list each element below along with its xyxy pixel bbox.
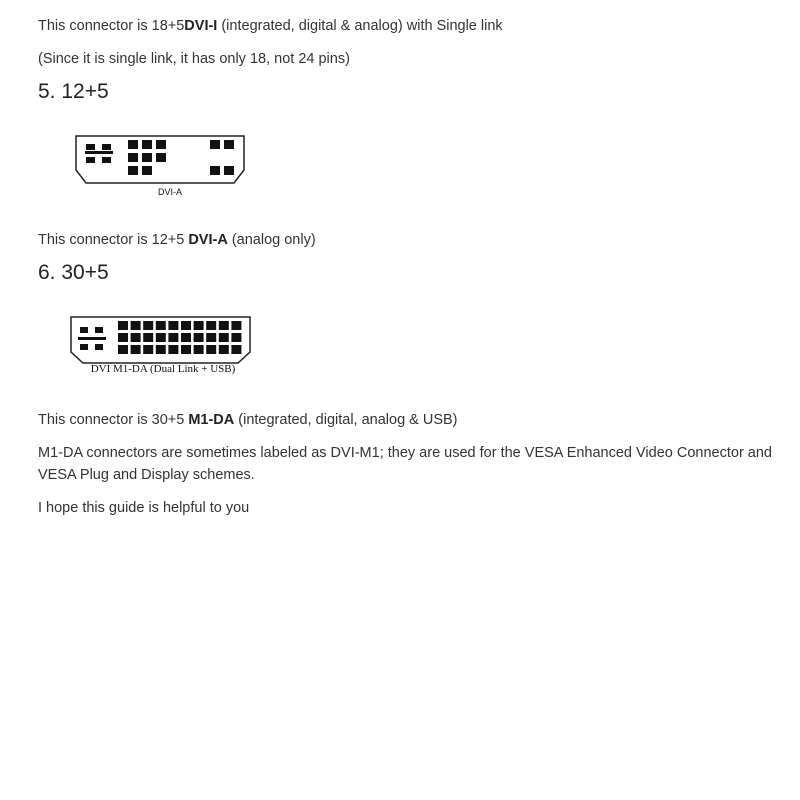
m1-da-note: M1-DA connectors are sometimes labeled as DVI-M1; they are used for the VESA Enhanced Video Connector and VESA Plug and Display schemes. (38, 445, 772, 483)
dvi-a-figure-caption: DVI-A (157, 187, 182, 197)
m1-da-description (38, 409, 458, 431)
dvi-a-term: DVI-A (188, 232, 228, 248)
dvi-a-desc-prefix: This connector is 12+5 (38, 232, 189, 248)
m1-da-heading: 6. 30+5 (38, 261, 109, 284)
m1-da-figure-caption: DVI M1-DA (Dual Link + USB) (90, 363, 236, 375)
dvi-a-heading: 5. 12+5 (38, 80, 109, 103)
m1-da-term: M1-DA (188, 412, 235, 428)
dvi-i-term: DVI-I (184, 18, 218, 34)
dvi-a-desc-suffix: (analog only) (227, 232, 316, 248)
dvi-i-pin-note: (Since it is single link, it has only 18, not 24 pins) (38, 51, 350, 67)
dvi-i-desc-suffix: (integrated, digital & analog) with Single link (217, 18, 503, 34)
dvi-i-desc-prefix: This connector is 18+5 (38, 18, 185, 34)
closing-remark: I hope this guide is helpful to you (38, 500, 250, 516)
m1-da-connector-diagram (68, 314, 254, 366)
m1-da-desc-prefix: This connector is 30+5 (38, 412, 189, 428)
dvi-i-description (38, 15, 503, 37)
dvi-a-description (38, 229, 316, 251)
m1-da-desc-suffix: (integrated, digital, analog & USB) (234, 412, 458, 428)
